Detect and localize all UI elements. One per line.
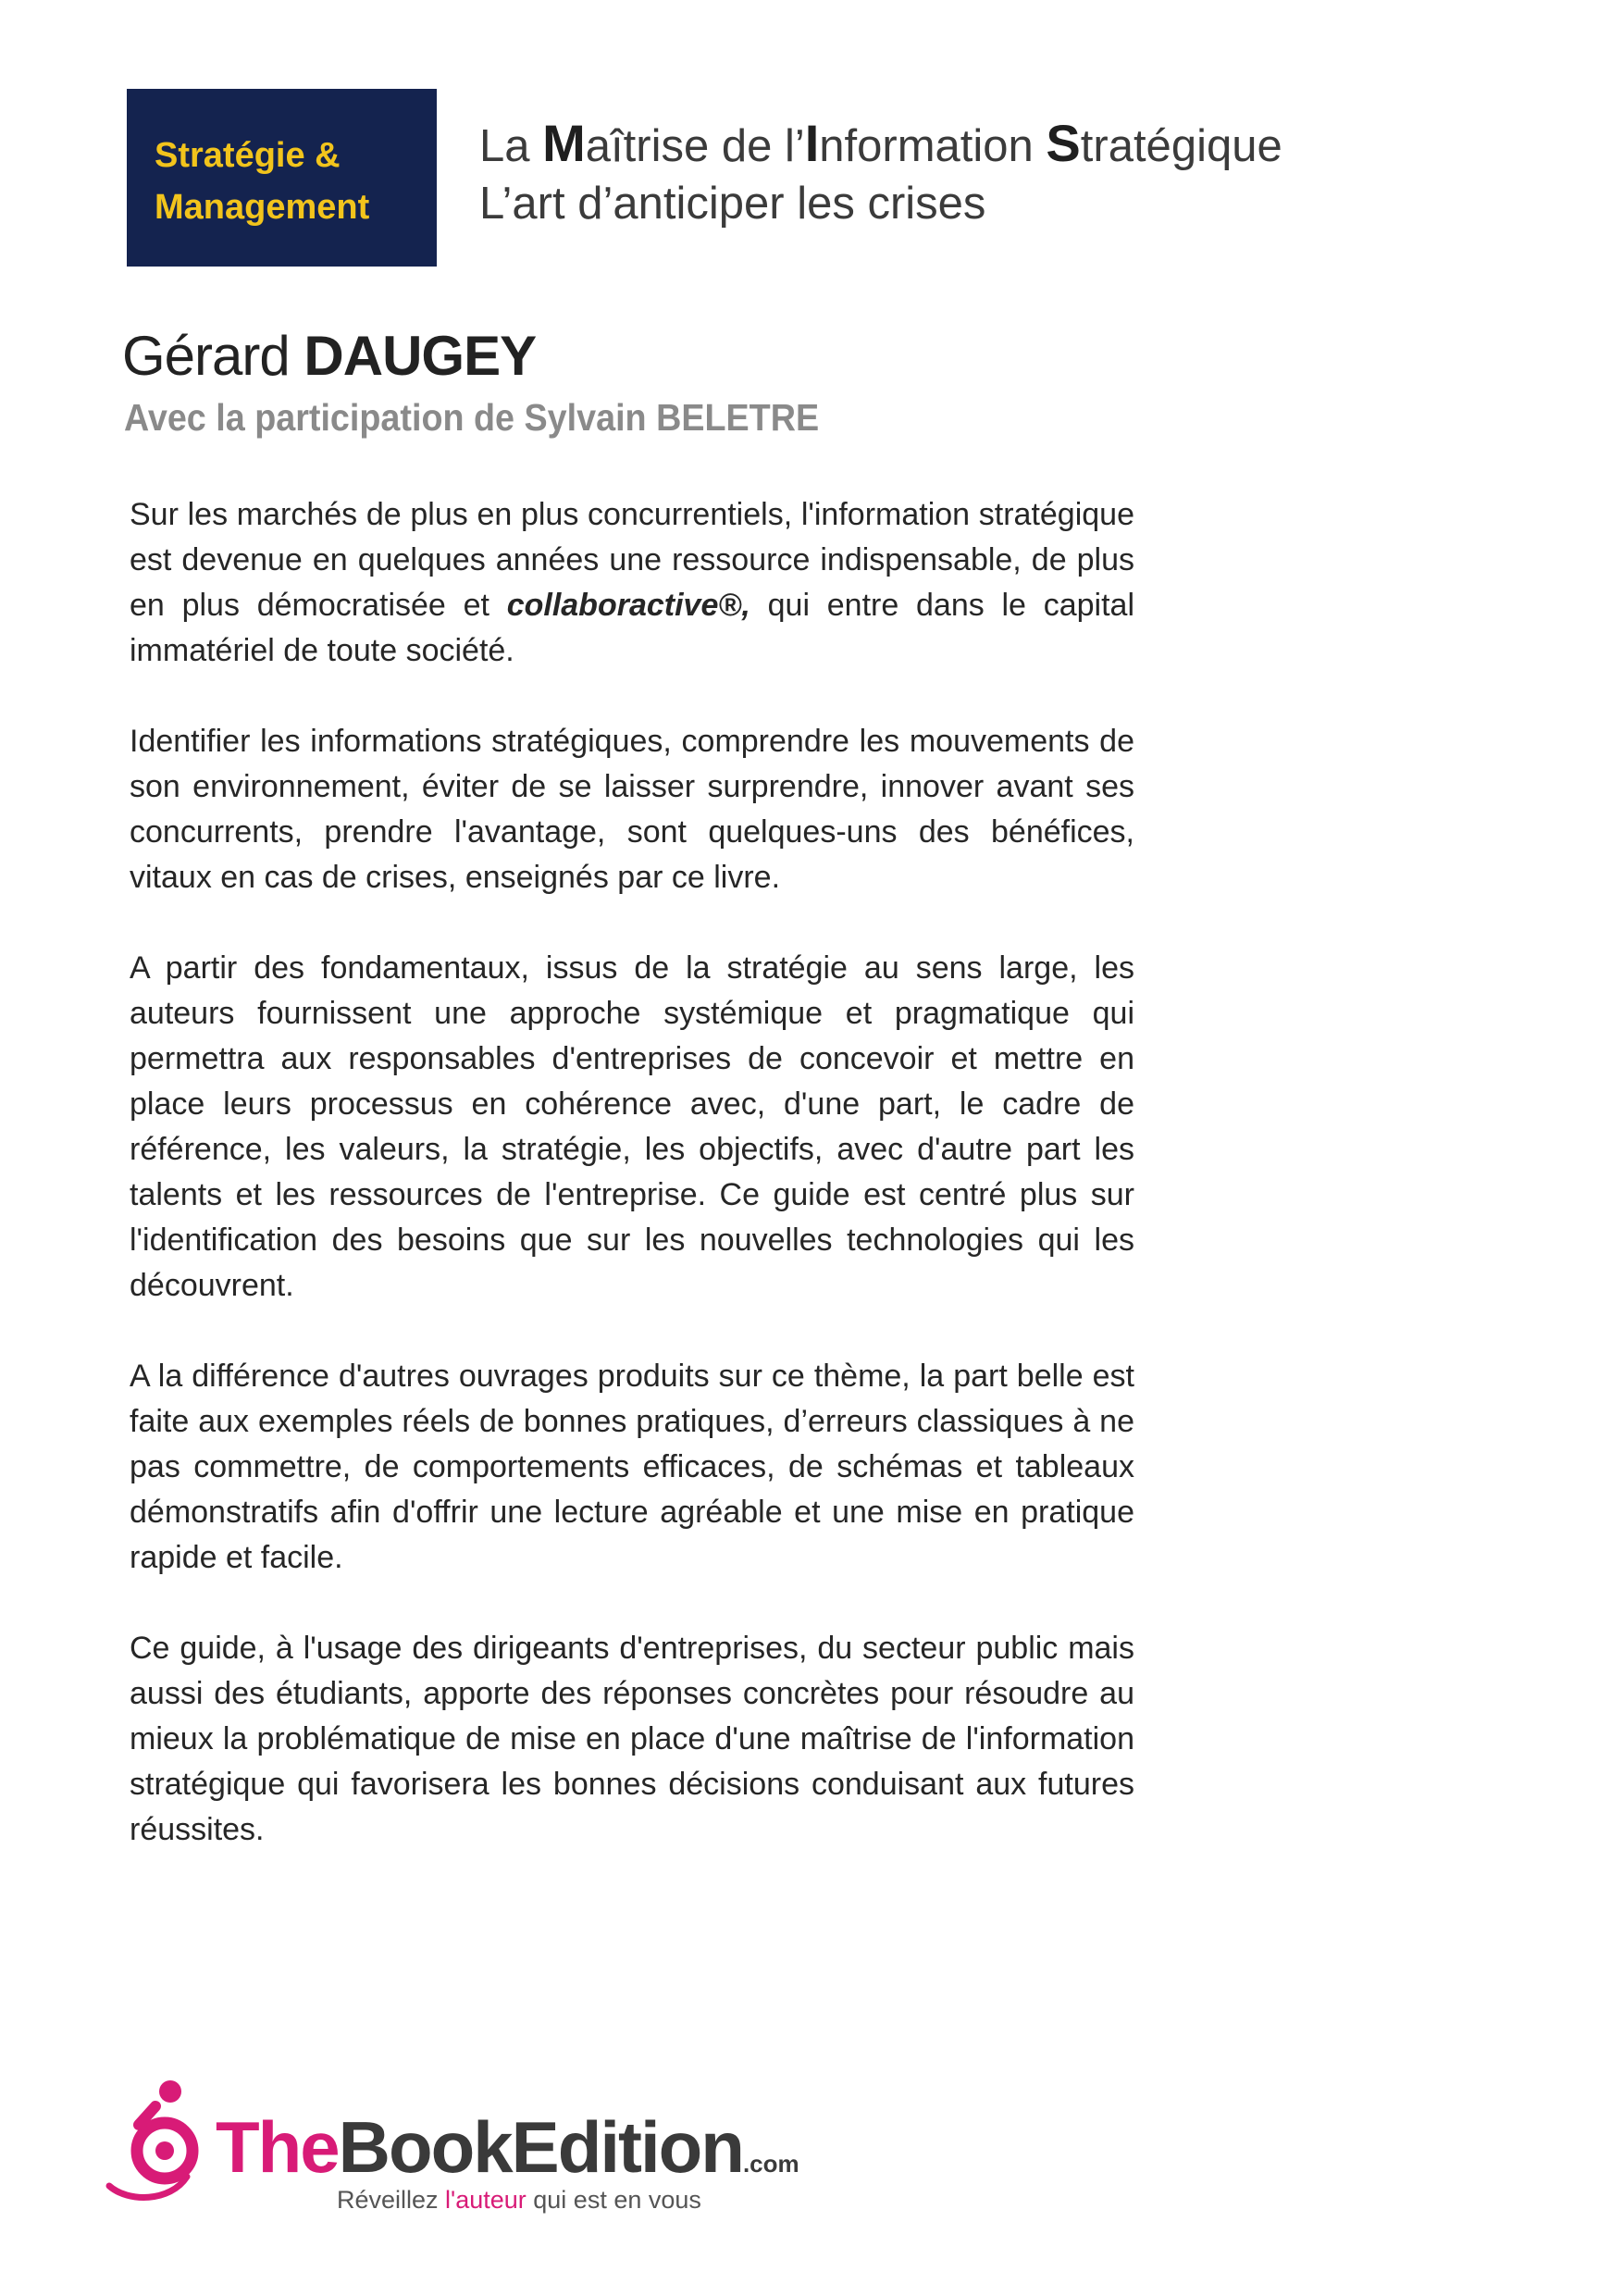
title-part: aîtrise de l’ xyxy=(585,121,805,171)
paragraph-1 xyxy=(130,492,1134,674)
title-part: nformation xyxy=(819,121,1047,171)
wordmark-the: The xyxy=(216,2106,339,2188)
wordmark-tld: .com xyxy=(742,2150,799,2178)
paragraph-2: Identifier les informations stratégiques, comprendre les mouvements de son environnement, éviter de se laisser surprendre, innover avant ses concurrents, prendre l'avantage, sont quelques-uns des bénéfices, vitaux en cas de crises, enseignés par ce livre. xyxy=(130,724,1134,895)
back-cover-text xyxy=(130,492,1134,1898)
paragraph-3: A partir des fondamentaux, issus de la stratégie au sens large, les auteurs fournissent une approche systémique et pragmatique qui permettra aux responsables d'entreprises de concevoir et mettre en place leurs processus en cohérence avec, d'une part, le cadre de référence, les valeurs, la stratégie, les objectifs, avec d'autre part les talents et les ressources de l'entreprise. Ce guide est centré plus sur l'identification des besoins que sur les nouvelles technologies qui les découvrent. xyxy=(130,950,1134,1303)
author-first-name: Gérard xyxy=(122,325,290,387)
subtitle: L’art d’anticiper les crises xyxy=(479,179,986,229)
publisher-logo xyxy=(91,2077,831,2214)
author-last-name: DAUGEY xyxy=(304,325,537,387)
paragraph-4: A la différence d'autres ouvrages produits sur ce thème, la part belle est faite aux exemples réels de bonnes pratiques, d’erreurs classiques à ne pas commettre, de comportements efficaces, de schémas et tableaux démonstratifs afin d'offrir une lecture agréable et une mise en pratique rapide et facile. xyxy=(130,1359,1134,1575)
title-part: tratégique xyxy=(1080,121,1282,171)
tagline-end: qui est en vous xyxy=(526,2186,701,2214)
publisher-tagline xyxy=(337,2186,701,2214)
paragraph-1-start: Sur les marchés de plus en plus concurrentiels, l'information stratégique est devenue en quelques années une ressource indispensable, de plus en plus démocratisée et xyxy=(130,497,1134,623)
tagline-accent: l'auteur xyxy=(445,2186,527,2214)
title-initial-i: I xyxy=(804,114,820,172)
series-label-line1: Stratégie & xyxy=(155,136,341,175)
author-name xyxy=(122,324,536,389)
book-title xyxy=(479,115,1282,232)
paragraph-1-emphasis: collaboractive®, xyxy=(506,588,750,623)
coauthor-credit: Avec la participation de Sylvain BELETRE xyxy=(124,396,820,439)
publisher-emblem-icon xyxy=(91,2077,202,2206)
title-part: La xyxy=(479,121,543,171)
paragraph-5: Ce guide, à l'usage des dirigeants d'entreprises, du secteur public mais aussi des étudiants, apporte des réponses concrètes pour résoudre au mieux la problématique de mise en place d'une maîtrise de l'information stratégique qui favorisera les bonnes décisions conduisant aux futures réussites. xyxy=(130,1631,1134,1847)
title-initial-s: S xyxy=(1046,114,1081,172)
title-line-1 xyxy=(479,115,1282,175)
tagline-start: Réveillez xyxy=(337,2186,446,2214)
series-label-line2: Management xyxy=(155,188,370,227)
series-badge xyxy=(127,89,437,267)
title-initial-m: M xyxy=(542,114,586,172)
paragraph-1-end: qui entre dans le capital immatériel de toute société. xyxy=(130,588,1135,668)
wordmark-bookedition: BookEdition xyxy=(338,2106,743,2188)
